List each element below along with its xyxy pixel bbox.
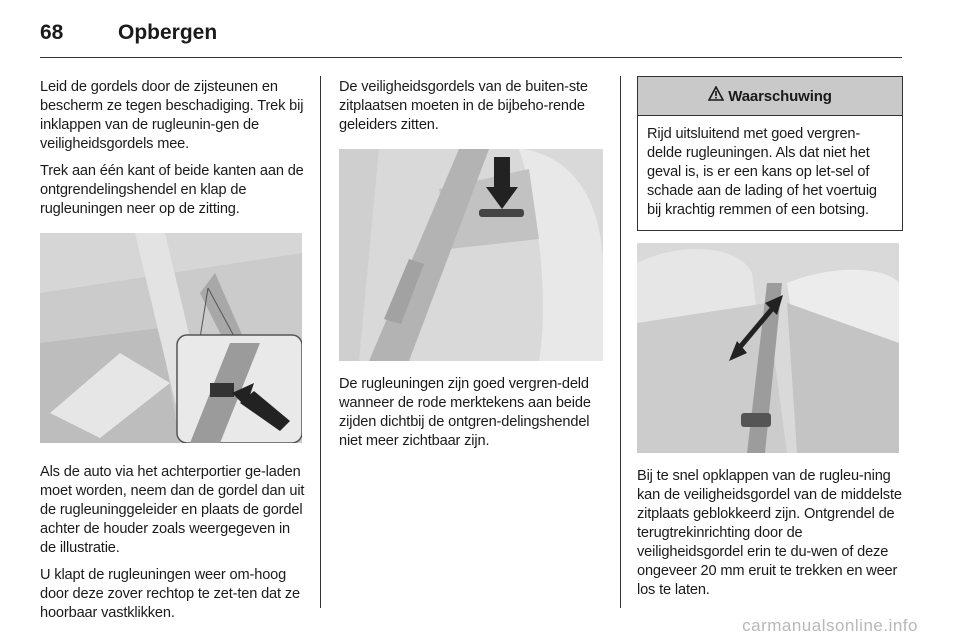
column-3 xyxy=(637,78,903,608)
illustration-middle-seatbelt xyxy=(637,243,899,453)
warning-title: Waarschuwing xyxy=(728,87,832,105)
col2-paragraph-2: De rugleuningen zijn goed vergren-deld wanneer de rode merktekens aan beide zijden dichtbij de ontgren-delingshendel niet meer zichtbaar zijn. xyxy=(339,376,591,449)
col1-paragraph-3: Als de auto via het achterportier ge-laden moet worden, neem dan de gordel dan uit de rugleuninggeleider en plaats de gordel achter de houder zoals weergegeven in de illustratie. xyxy=(40,464,305,556)
column-divider-2 xyxy=(620,76,621,608)
warning-header xyxy=(638,77,902,116)
warning-text: Rijd uitsluitend met goed vergren-delde rugleuningen. Als dat niet het geval is, is er een kans op let-sel of schade aan de lading of het voertuig bij krachtig remmen of een botsing. xyxy=(647,126,877,218)
watermark: carmanualsonline.info xyxy=(742,616,918,635)
col1-paragraph-4: U klapt de rugleuningen weer om-hoog door deze zover rechtop te zet-ten dat ze hoorbaar vastklikken. xyxy=(40,567,300,621)
col1-paragraph-2: Trek aan één kant of beide kanten aan de ontgrendelingshendel en klap de rugleuningen neer op de zitting. xyxy=(40,163,304,217)
warning-box xyxy=(637,76,903,231)
col1-paragraph-1: Leid de gordels door de zijsteunen en bescherm ze tegen beschadiging. Trek bij inklappen van de rugleunin-gen de veiligheidsgordels mee. xyxy=(40,79,304,152)
warning-triangle-icon xyxy=(708,86,724,106)
header-divider xyxy=(40,57,902,58)
illustration-seatbelt-guide xyxy=(339,149,603,361)
col2-paragraph-1: De veiligheidsgordels van de buiten-ste zitplaatsen moeten in de bijbeho-rende geleiders zitten. xyxy=(339,79,588,133)
column-2 xyxy=(339,78,605,459)
page-number: 68 xyxy=(40,21,64,44)
col3-paragraph-1: Bij te snel opklappen van de rugleu-ning kan de veiligheidsgordel van de middelste zitplaats geblokkeerd zijn. Ontgrendel de terugtrekinrichting door de veiligheidsgordel erin te du-wen of deze ongeveer 20 mm eruit te trekken en weer los te laten. xyxy=(637,468,902,598)
chapter-title: Opbergen xyxy=(118,21,218,44)
column-divider-1 xyxy=(320,76,321,608)
illustration-seatbelt-holder xyxy=(40,233,302,443)
column-1 xyxy=(40,78,306,631)
page-header xyxy=(40,18,217,48)
